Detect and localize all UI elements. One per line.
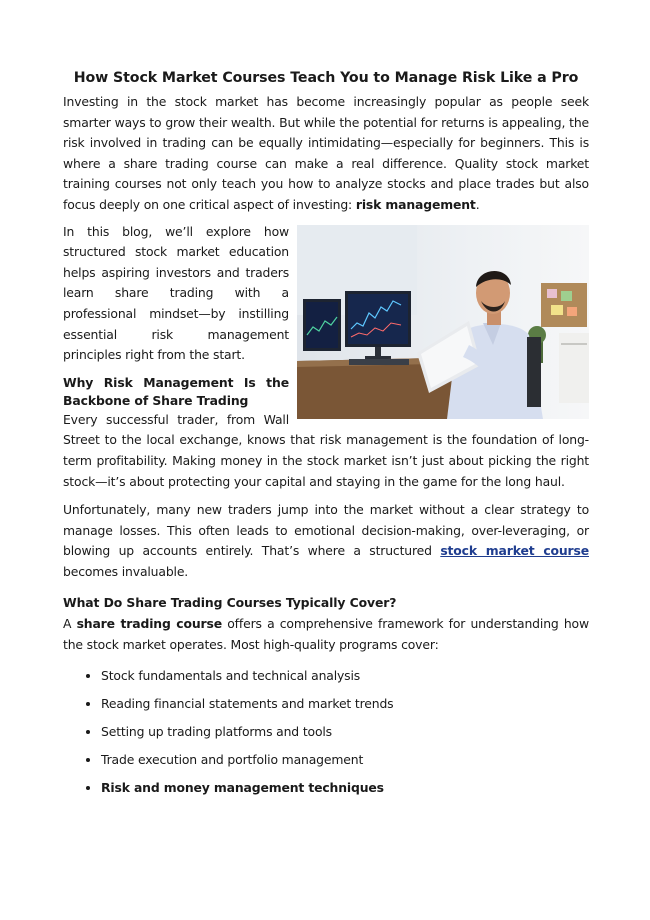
section2-heading: What Do Share Trading Courses Typically Cover? xyxy=(63,595,397,611)
intro-paragraph xyxy=(63,92,589,216)
p2-text-after: becomes invaluable. xyxy=(63,563,189,579)
blog-paragraph: In this blog, we’ll explore how structured stock market education helps aspiring investors and traders learn share trading with a professional mindset—by instilling essential risk management principles right from the start. xyxy=(63,223,289,363)
section2-paragraph xyxy=(63,614,589,655)
article xyxy=(63,70,589,802)
stock-market-course-link[interactable]: stock market course xyxy=(440,543,589,559)
article-title: How Stock Market Courses Teach You to Manage Risk Like a Pro xyxy=(73,70,579,86)
list-item: • Trade execution and portfolio management xyxy=(101,746,589,774)
s2-bold: share trading course xyxy=(76,616,222,632)
list-item: • Reading financial statements and market trends xyxy=(101,690,589,718)
section1-heading-line2: Backbone of Share Trading xyxy=(63,392,249,408)
intro-end: . xyxy=(475,196,480,212)
intro-bold: risk management xyxy=(355,196,476,212)
section1-paragraph-2 xyxy=(63,500,589,582)
section1-heading-line1: Why Risk Management Is the xyxy=(63,374,289,390)
list-item: • Stock fundamentals and technical analysis xyxy=(101,662,589,690)
s2-text-before: A xyxy=(63,616,77,632)
trader-photo xyxy=(297,225,589,419)
list-item: • Setting up trading platforms and tools xyxy=(101,718,589,746)
list-item: • Risk and money management techniques xyxy=(101,774,589,802)
spacer xyxy=(63,492,589,500)
course-topics-list xyxy=(63,662,589,802)
p2-text-before: Unfortunately, many new traders jump into the market without a clear strategy to manage losses. This often leads to emotional decision-making, over-leveraging, or blowing up accounts entirely. That’s where a structured xyxy=(63,502,589,559)
s2-text-after: offers a comprehensive framework for understanding how the stock market operates. Most high-quality programs cover: xyxy=(63,616,589,653)
intro-text: Investing in the stock market has become increasingly popular as people seek smarter ways to grow their wealth. But while the potential for returns is appealing, the risk involved in trading can be equally intimidating—especially for beginners. This is where a share trading course can make a real difference. Quality stock market training courses not only teach you how to analyze stocks and place trades but also focus deeply on one critical aspect of investing: xyxy=(63,94,589,212)
section1-paragraph-1: Every successful trader, from Wall Street to the local exchange, knows that risk management is the foundation of long-term profitability. Making money in the stock market isn’t just about picking the right stock—it’s about protecting your capital and staying in the game for the long haul. xyxy=(63,411,589,489)
